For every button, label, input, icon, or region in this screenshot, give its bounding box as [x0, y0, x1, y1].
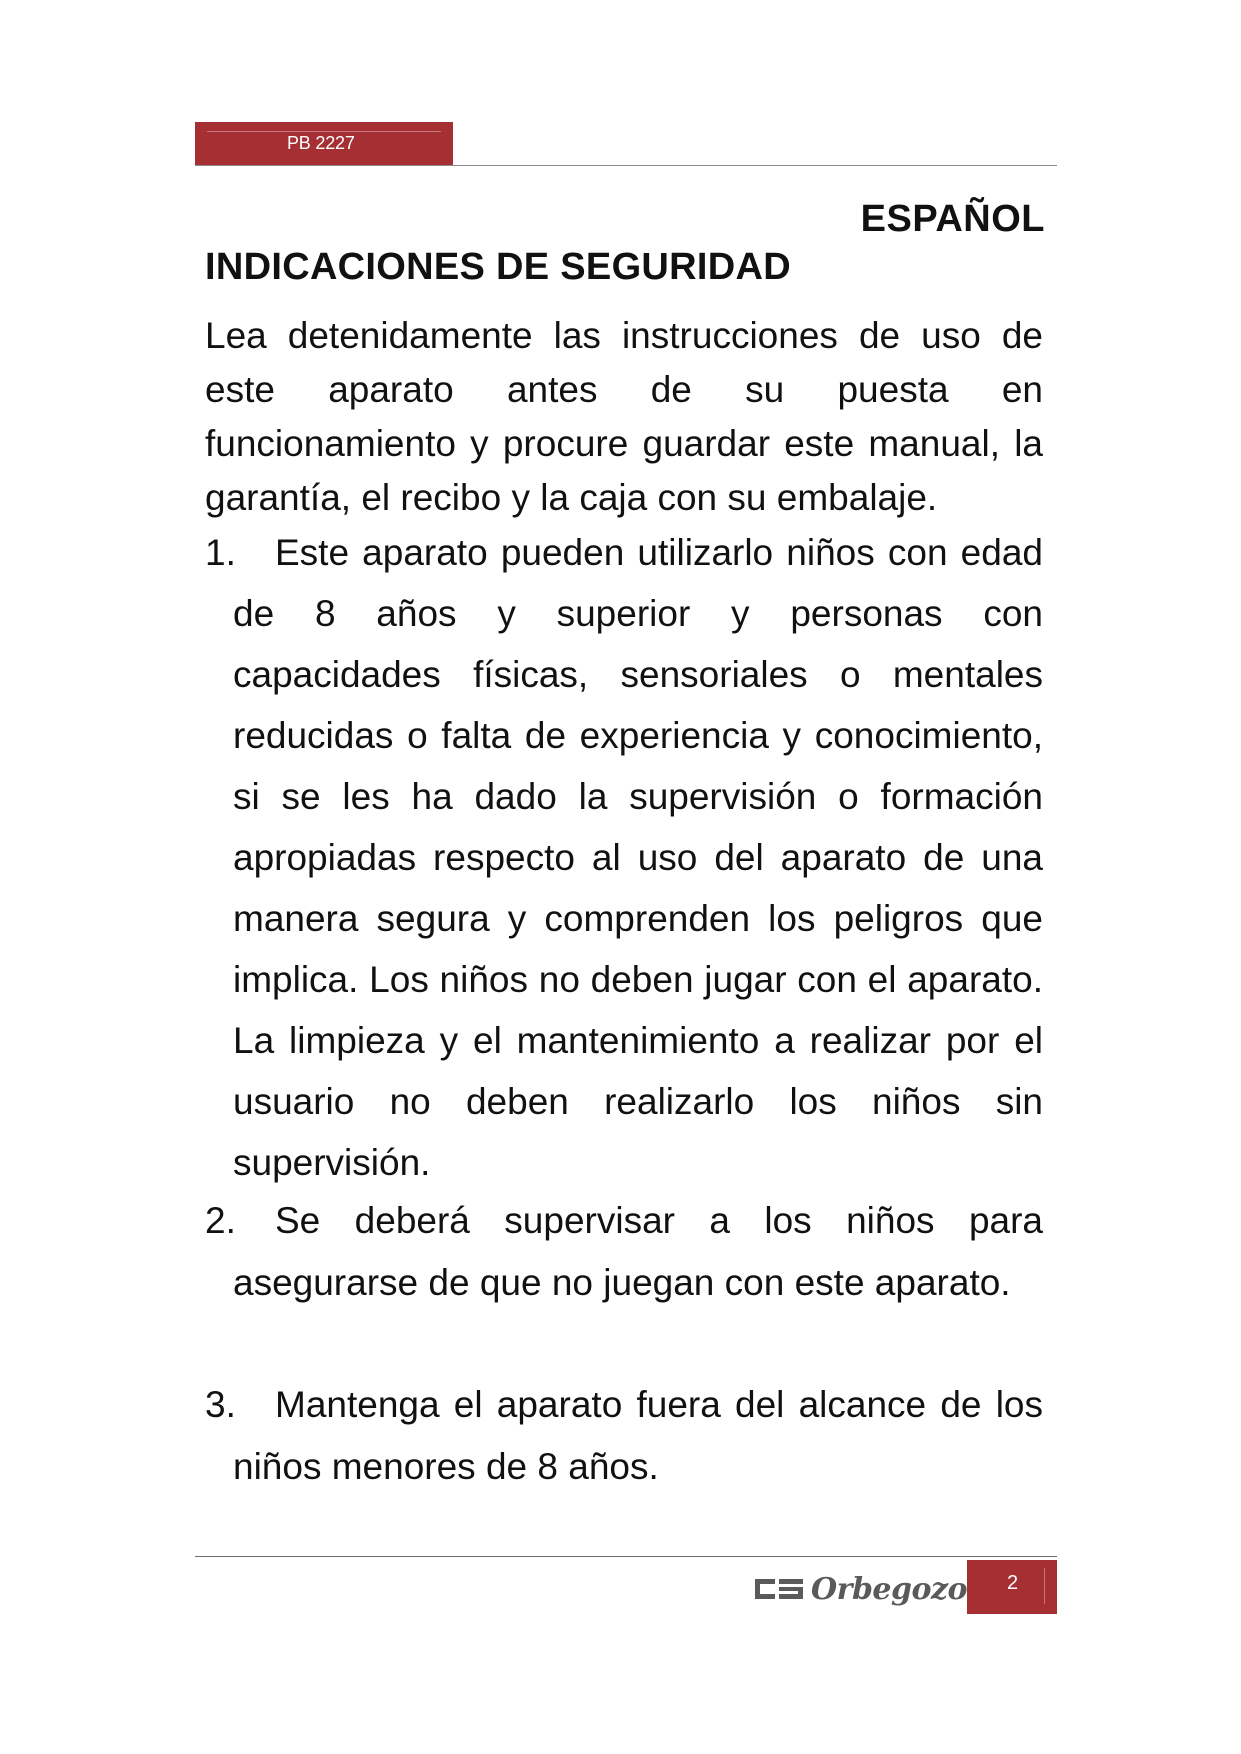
footer-divider [195, 1556, 1057, 1557]
item-text: Mantenga el aparato fuera del alcance de los niños menores de 8 años. [233, 1384, 1043, 1487]
item-text: Se deberá supervisar a los niños para asegurarse de que no juegan con este aparato. [233, 1200, 1043, 1303]
list-item [205, 1190, 1043, 1314]
model-label: PB 2227 [287, 133, 355, 153]
page-number-badge [967, 1560, 1057, 1614]
header-divider [195, 165, 1057, 166]
list-item [205, 1374, 1043, 1498]
header-model-tab [195, 122, 453, 165]
intro-paragraph [205, 309, 1043, 525]
brand-logo [755, 1572, 967, 1606]
item-number: 1. [205, 532, 236, 573]
badge-rule [1044, 1568, 1045, 1604]
section-title: INDICACIONES DE SEGURIDAD [205, 246, 791, 288]
brand-wordmark: Orbegozo [811, 1571, 968, 1607]
header-tab-rule [207, 131, 441, 132]
list-item [205, 522, 1043, 1193]
item-number: 3. [205, 1384, 236, 1425]
item-text: Este aparato pueden utilizarlo niños con edad de 8 años y superior y personas con capacidades físicas, sensoriales o mentales reducidas o falta de experiencia y conocimiento, si se les ha dado la supervisión o formación apropiadas respecto al uso del aparato de una manera segura y comprenden los peligros que implica. Los niños no deben jugar con el aparato. La limpieza y el mantenimiento a realizar por el usuario no deben realizarlo los niños sin supervisión. [233, 532, 1043, 1183]
item-number: 2. [205, 1200, 236, 1241]
orbegozo-logo-mark-icon [755, 1576, 803, 1602]
safety-item-1 [205, 522, 1043, 1193]
language-heading: ESPAÑOL [860, 198, 1045, 240]
intro-text: Lea detenidamente las instrucciones de uso de este aparato antes de su puesta en funcionamiento y procure guardar este manual, la garantía, el recibo y la caja con su embalaje. [205, 315, 1043, 518]
safety-item-3 [205, 1374, 1043, 1498]
page-number: 2 [1007, 1572, 1019, 1594]
safety-item-2 [205, 1190, 1043, 1314]
